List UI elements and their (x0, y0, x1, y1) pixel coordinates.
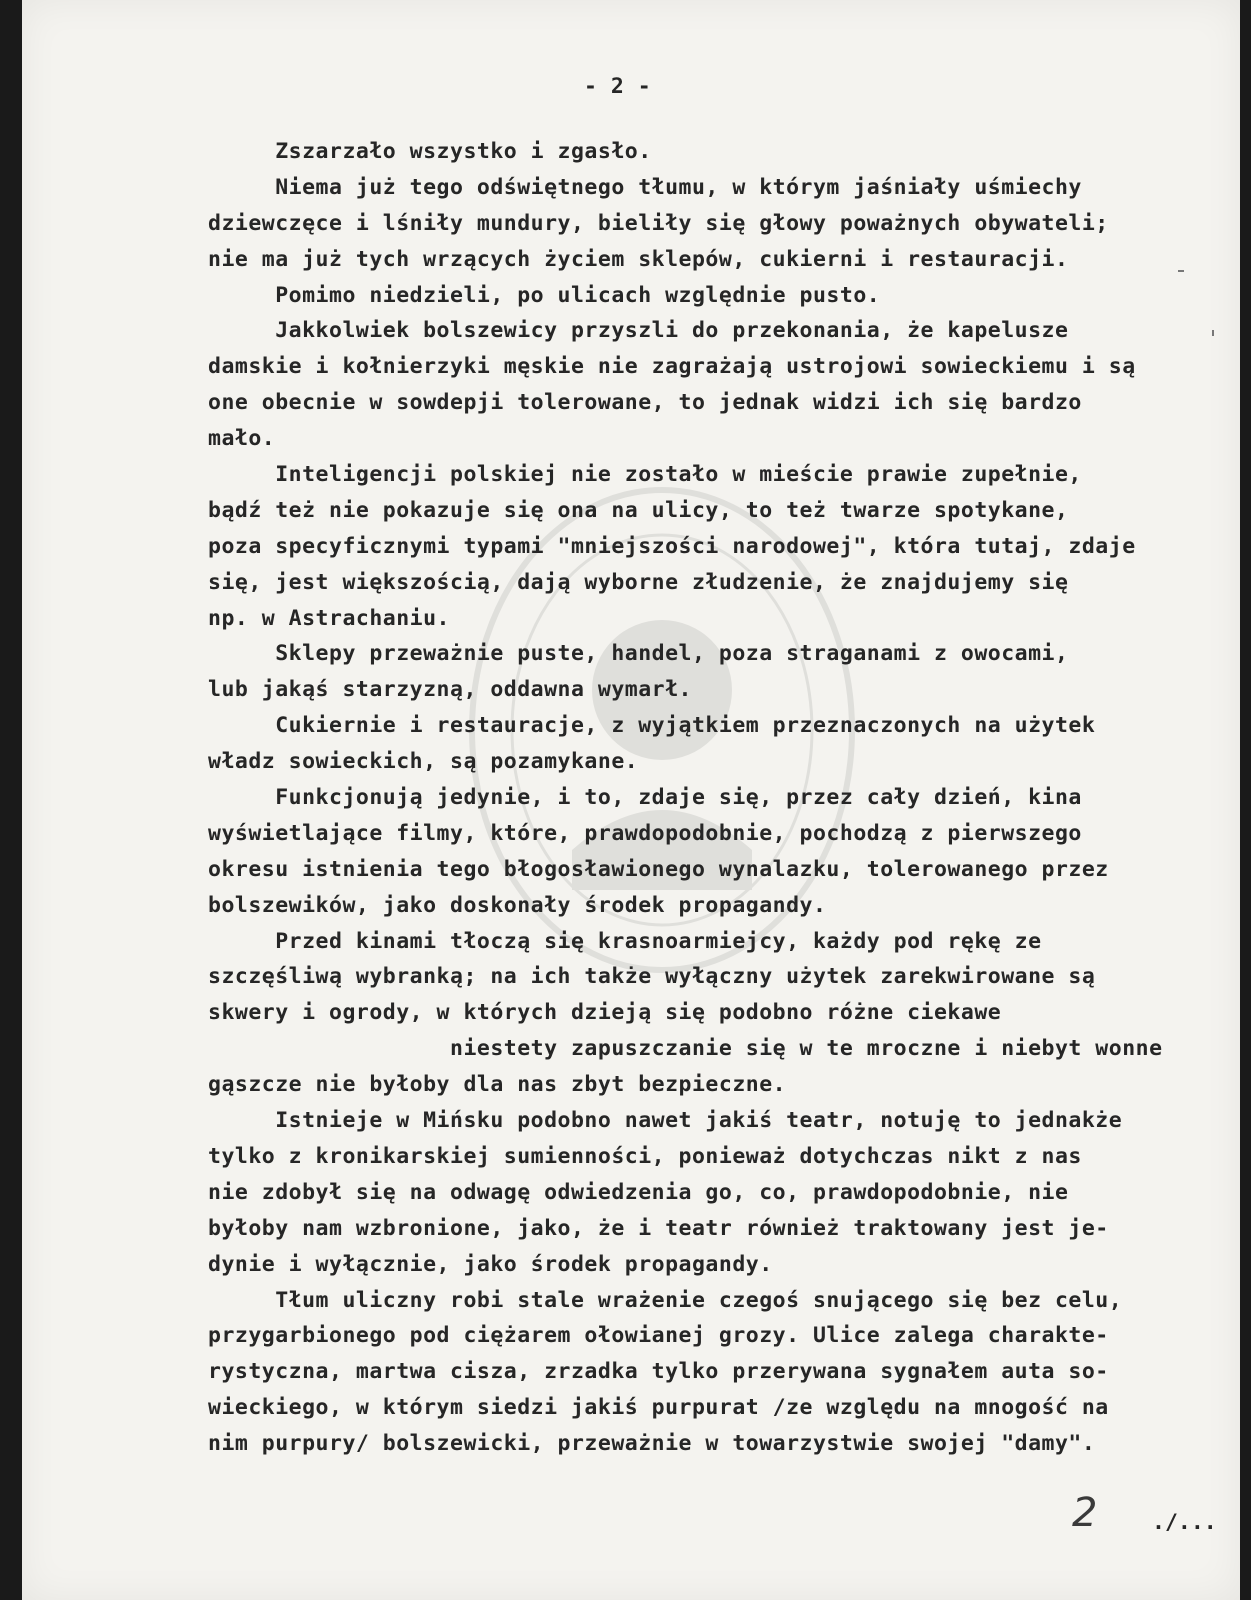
text-line: się, jest większością, dają wyborne złudzenie, że znajdujemy się (208, 569, 1069, 595)
handwritten-page-number: 2 (1072, 1490, 1098, 1536)
text-line: Przed kinami tłoczą się krasnoarmiejcy, każdy pod rękę ze (208, 928, 1042, 954)
text-line: Inteligencji polskiej nie zostało w mieście prawie zupełnie, (208, 462, 1082, 488)
document-sheet (22, 0, 1240, 1600)
text-line: Tłum uliczny robi stale wrażenie czegoś snującego się bez celu, (208, 1287, 1123, 1313)
text-line: np. w Astrachaniu. (208, 605, 450, 631)
text-line: bolszewików, jako doskonały środek propagandy. (208, 892, 827, 918)
continuation-mark: ./... (1152, 1510, 1217, 1535)
text-line: Sklepy przeważnie puste, handel, poza straganami z owocami, (208, 641, 1069, 667)
text-line: szczęśliwą wybranką; na ich także wyłączny użytek zarekwirowane są (208, 964, 1096, 990)
text-line: byłoby nam wzbronione, jako, że i teatr również traktowany jest je- (208, 1215, 1109, 1241)
text-line: przygarbionego pod ciężarem ołowianej grozy. Ulice zalega charakte- (208, 1323, 1109, 1349)
text-line: damskie i kołnierzyki męskie nie zagrażają ustrojowi sowieckiemu i są (208, 354, 1136, 380)
text-line: nie ma już tych wrzących życiem sklepów, cukierni i restauracji. (208, 246, 1069, 272)
text-line: Cukiernie i restauracje, z wyjątkiem przeznaczonych na użytek (208, 713, 1096, 739)
text-line: lub jakąś starzyzną, oddawna wymarł. (208, 677, 692, 703)
text-line: gąszcze nie byłoby dla nas zbyt bezpieczne. (208, 1072, 787, 1098)
text-line: niestety zapuszczanie się w te mroczne i niebyt wonne (208, 1036, 1163, 1062)
text-line: nie zdobył się na odwagę odwiedzenia go, co, prawdopodobnie, nie (208, 1179, 1069, 1205)
text-line: Funkcjonują jedynie, i to, zdaje się, przez cały dzień, kina (208, 785, 1082, 811)
text-line: Niema już tego odświętnego tłumu, w którym jaśniały uśmiechy (208, 174, 1082, 200)
text-line: poza specyficznymi typami "mniejszości narodowej", która tutaj, zdaje (208, 533, 1136, 559)
text-line: wyświetlające filmy, które, prawdopodobnie, pochodzą z pierwszego (208, 820, 1082, 846)
text-line: władz sowieckich, są pozamykane. (208, 749, 639, 775)
text-line: mało. (208, 426, 276, 452)
text-line: wieckiego, w którym siedzi jakiś purpurat /ze względu na mnogość na (208, 1395, 1109, 1421)
document-body (208, 134, 1163, 1462)
text-line: okresu istnienia tego błogosławionego wynalazku, tolerowanego przez (208, 856, 1109, 882)
page-number: - 2 - (584, 74, 652, 99)
text-line: Pomimo niedzieli, po ulicach względnie pusto. (208, 282, 881, 308)
text-line: Zszarzało wszystko i zgasło. (208, 139, 652, 164)
text-line: one obecnie w sowdepji tolerowane, to jednak widzi ich się bardzo (208, 390, 1082, 416)
text-line: nim purpury/ bolszewicki, przeważnie w towarzystwie swojej "damy". (208, 1431, 1096, 1457)
text-line: tylko z kronikarskiej sumienności, ponieważ dotychczas nikt z nas (208, 1143, 1082, 1169)
margin-tick (1178, 270, 1184, 272)
text-line: dziewczęce i lśniły mundury, bieliły się głowy poważnych obywateli; (208, 210, 1109, 236)
text-line: Jakkolwiek bolszewicy przyszli do przekonania, że kapelusze (208, 318, 1069, 344)
text-line: dynie i wyłącznie, jako środek propagandy. (208, 1251, 773, 1277)
text-line: rystyczna, martwa cisza, zrzadka tylko przerywana sygnałem auta so- (208, 1359, 1109, 1385)
text-line: skwery i ogrody, w których dzieją się podobno różne ciekawe (208, 1000, 1002, 1026)
text-line: Istnieje w Mińsku podobno nawet jakiś teatr, notuję to jednakże (208, 1108, 1123, 1134)
margin-tick (1212, 330, 1214, 336)
text-line: bądź też nie pokazuje się ona na ulicy, to też twarze spotykane, (208, 497, 1069, 523)
